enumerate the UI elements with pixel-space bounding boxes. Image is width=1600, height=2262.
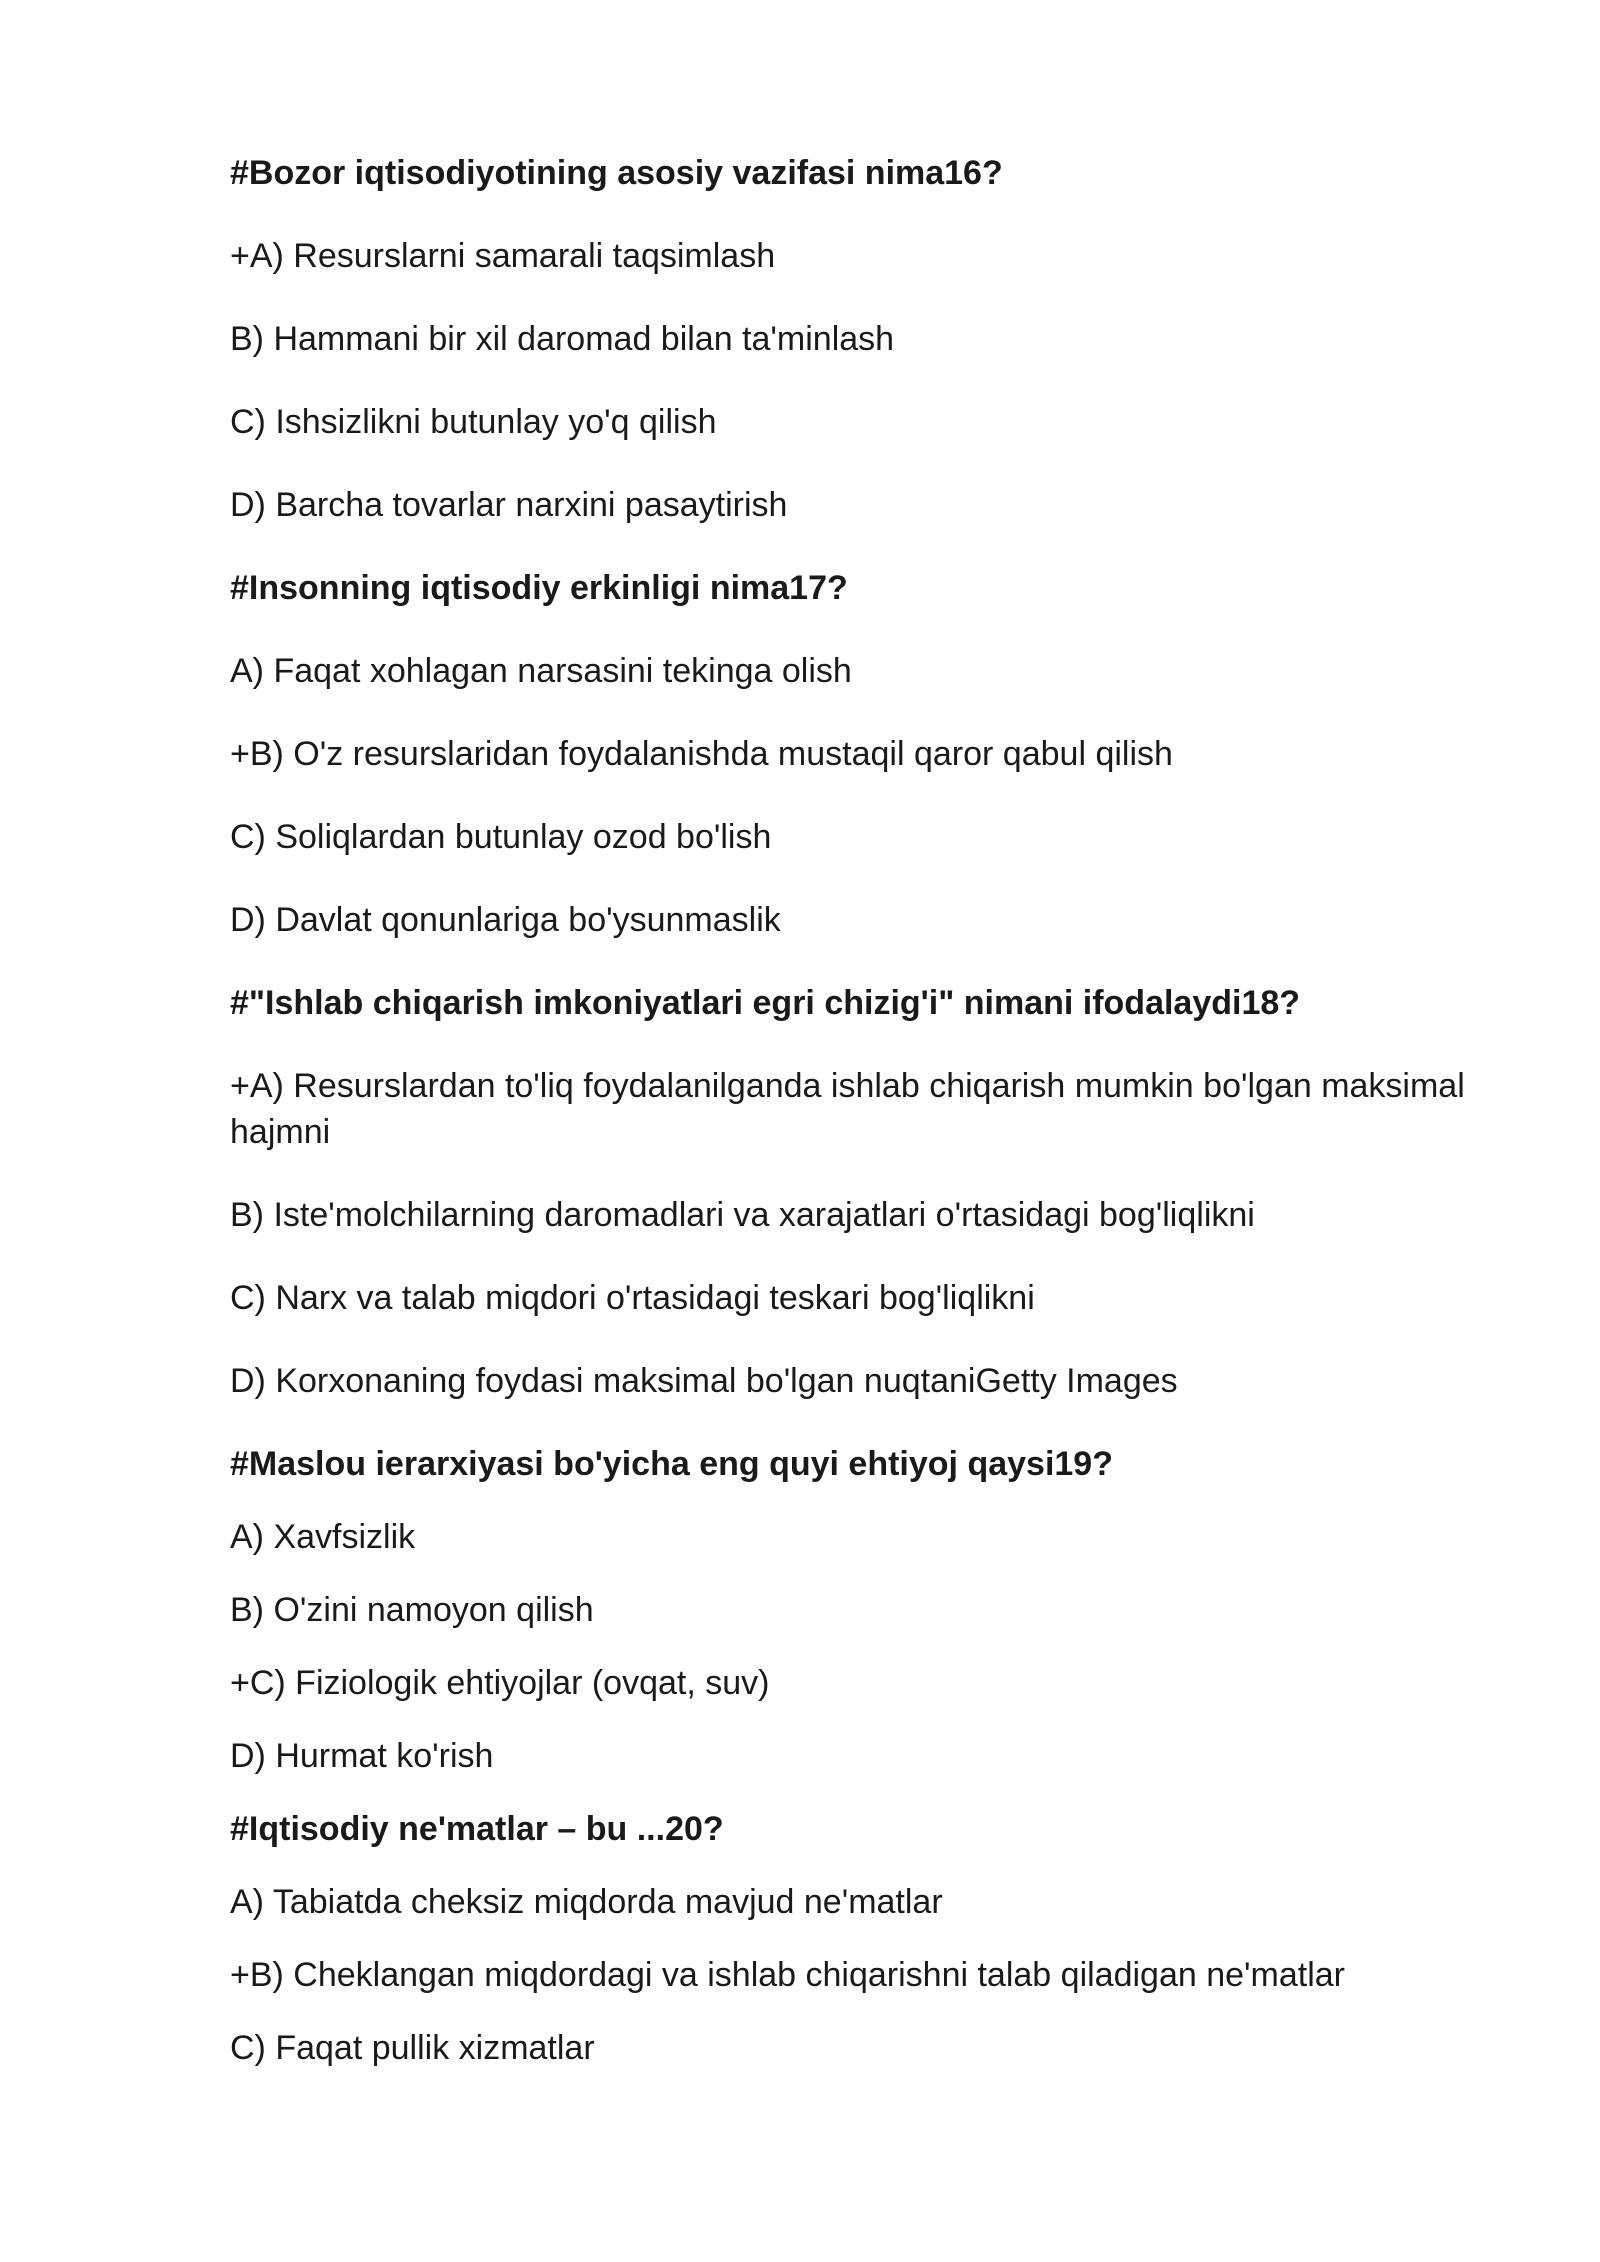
quiz-content — [230, 150, 1520, 2071]
option-18-a: +A) Resurslardan to'liq foydalanilganda ishlab chiqarish mumkin bo'lgan maksimal hajmni — [230, 1067, 1465, 1151]
option-19-a: A) Xavfsizlik — [230, 1518, 416, 1556]
option-17-b: +B) O'z resurslaridan foydalanishda mustaqil qaror qabul qilish — [230, 735, 1173, 773]
option-17-c: C) Soliqlardan butunlay ozod bo'lish — [230, 818, 772, 856]
option-19-c: +C) Fiziologik ehtiyojlar (ovqat, suv) — [230, 1664, 770, 1702]
option-16-a: +A) Resurslarni samarali taqsimlash — [230, 237, 776, 275]
option-20-b: +B) Cheklangan miqdordagi va ishlab chiqarishni talab qiladigan ne'matlar — [230, 1956, 1345, 1994]
option-20-c: C) Faqat pullik xizmatlar — [230, 2029, 595, 2067]
option-18-b: B) Iste'molchilarning daromadlari va xarajatlari o'rtasidagi bog'liqlikni — [230, 1196, 1255, 1234]
question-18: #"Ishlab chiqarish imkoniyatlari egri chizig'i" nimani ifodalaydi18? — [230, 984, 1301, 1022]
option-17-a: A) Faqat xohlagan narsasini tekinga olish — [230, 652, 852, 690]
option-17-d: D) Davlat qonunlariga bo'ysunmaslik — [230, 901, 781, 939]
question-17: #Insonning iqtisodiy erkinligi nima17? — [230, 569, 848, 607]
question-16: #Bozor iqtisodiyotining asosiy vazifasi nima16? — [230, 154, 1003, 192]
option-16-b: B) Hammani bir xil daromad bilan ta'minlash — [230, 320, 895, 358]
option-16-c: C) Ishsizlikni butunlay yo'q qilish — [230, 403, 717, 441]
option-19-b: B) O'zini namoyon qilish — [230, 1591, 594, 1629]
question-19: #Maslou ierarxiyasi bo'yicha eng quyi ehtiyoj qaysi19? — [230, 1445, 1113, 1483]
option-16-d: D) Barcha tovarlar narxini pasaytirish — [230, 486, 788, 524]
option-18-c: C) Narx va talab miqdori o'rtasidagi teskari bog'liqlikni — [230, 1279, 1035, 1317]
option-20-a: A) Tabiatda cheksiz miqdorda mavjud ne'matlar — [230, 1883, 943, 1921]
question-20: #Iqtisodiy ne'matlar – bu ...20? — [230, 1810, 724, 1848]
option-18-d: D) Korxonaning foydasi maksimal bo'lgan nuqtaniGetty Images — [230, 1362, 1178, 1400]
option-19-d: D) Hurmat ko'rish — [230, 1737, 494, 1775]
